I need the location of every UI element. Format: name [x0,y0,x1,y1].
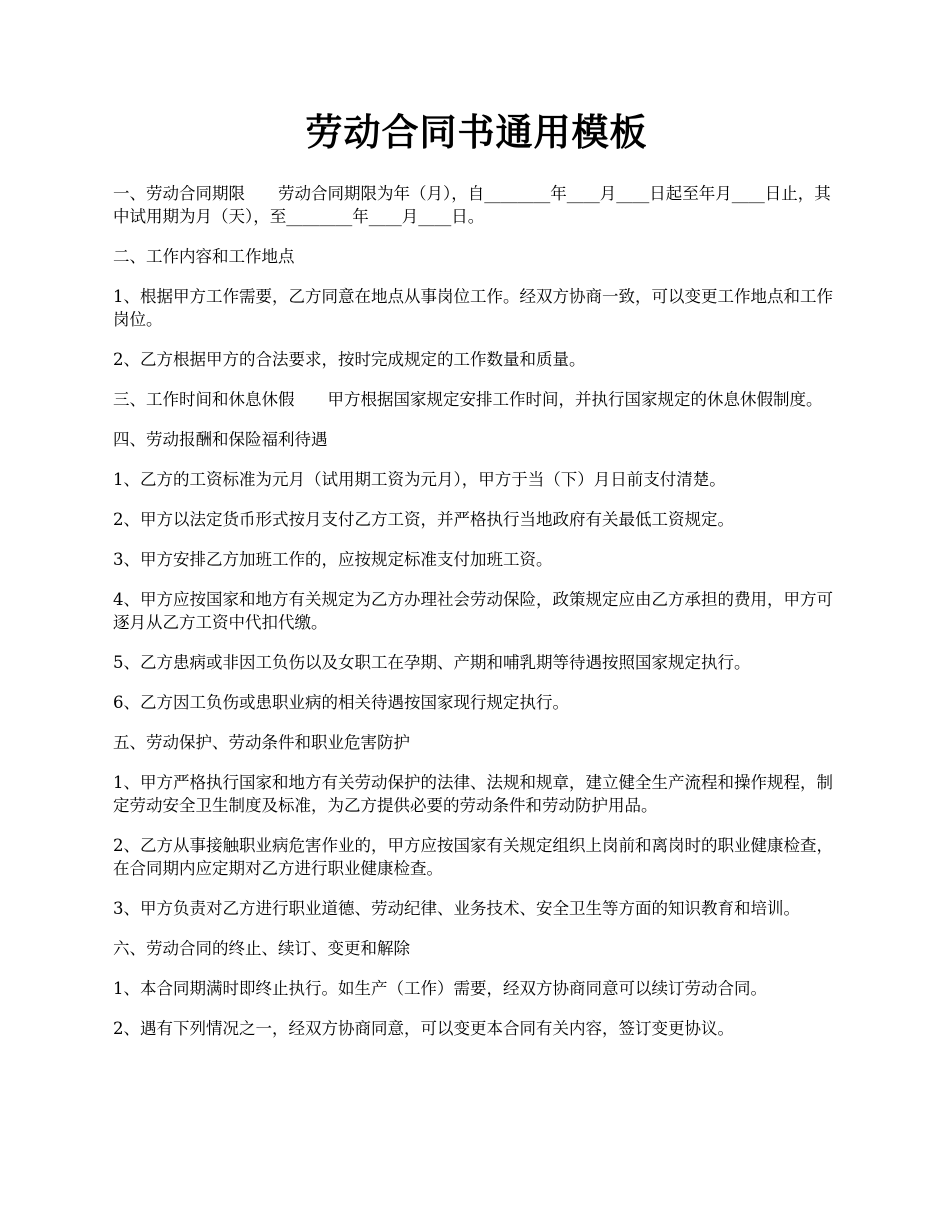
section-4-item-2: 2、甲方以法定货币形式按月支付乙方工资，并严格执行当地政府有关最低工资规定。 [113,510,734,530]
section-6-item-2: 2、遇有下列情况之一，经双方协商同意，可以变更本合同有关内容，签订变更协议。 [113,1019,734,1039]
document-title: 劳动合同书通用模板 [305,110,648,154]
section-5-item-2: 2、乙方从事接触职业病危害作业的，甲方应按国家有关规定组织上岗前和离岗时的职业健康检查，在合同期内应定期对乙方进行职业健康检查。 [113,836,833,879]
section-2-heading: 二、工作内容和工作地点 [113,247,295,267]
section-4-heading: 四、劳动报酬和保险福利待遇 [113,430,328,450]
section-5-item-1: 1、甲方严格执行国家和地方有关劳动保护的法律、法规和规章，建立健全生产流程和操作规程，制定劳动安全卫生制度及标准，为乙方提供必要的劳动条件和劳动防护用品。 [113,773,833,816]
section-4-item-4: 4、甲方应按国家和地方有关规定为乙方办理社会劳动保险，政策规定应由乙方承担的费用，甲方可逐月从乙方工资中代扣代缴。 [113,590,833,633]
section-2-item-1: 1、根据甲方工作需要，乙方同意在地点从事岗位工作。经双方协商一致，可以变更工作地点和工作岗位。 [113,287,833,330]
section-5-item-3: 3、甲方负责对乙方进行职业道德、劳动纪律、业务技术、安全卫生等方面的知识教育和培训。 [113,899,800,919]
section-5-heading: 五、劳动保护、劳动条件和职业危害防护 [113,733,410,753]
section-3-work-hours: 三、工作时间和休息休假 甲方根据国家规定安排工作时间，并执行国家规定的休息休假制度。 [113,390,823,410]
section-4-item-3: 3、甲方安排乙方加班工作的，应按规定标准支付加班工资。 [113,550,553,570]
section-1-term: 一、劳动合同期限 劳动合同期限为年（月），自________年____月____日起至年月____日止，其中试用期为月（天），至________年____月____日。 [113,184,831,227]
section-2-item-2: 2、乙方根据甲方的合法要求，按时完成规定的工作数量和质量。 [113,350,586,370]
section-6-heading: 六、劳动合同的终止、续订、变更和解除 [113,939,410,959]
section-6-item-1: 1、本合同期满时即终止执行。如生产（工作）需要，经双方协商同意可以续订劳动合同。 [113,979,767,999]
section-4-item-6: 6、乙方因工负伤或患职业病的相关待遇按国家现行规定执行。 [113,693,569,713]
section-4-item-1: 1、乙方的工资标准为元月（试用期工资为元月），甲方于当（下）月日前支付清楚。 [113,470,726,490]
section-4-item-5: 5、乙方患病或非因工负伤以及女职工在孕期、产期和哺乳期等待遇按照国家规定执行。 [113,653,751,673]
